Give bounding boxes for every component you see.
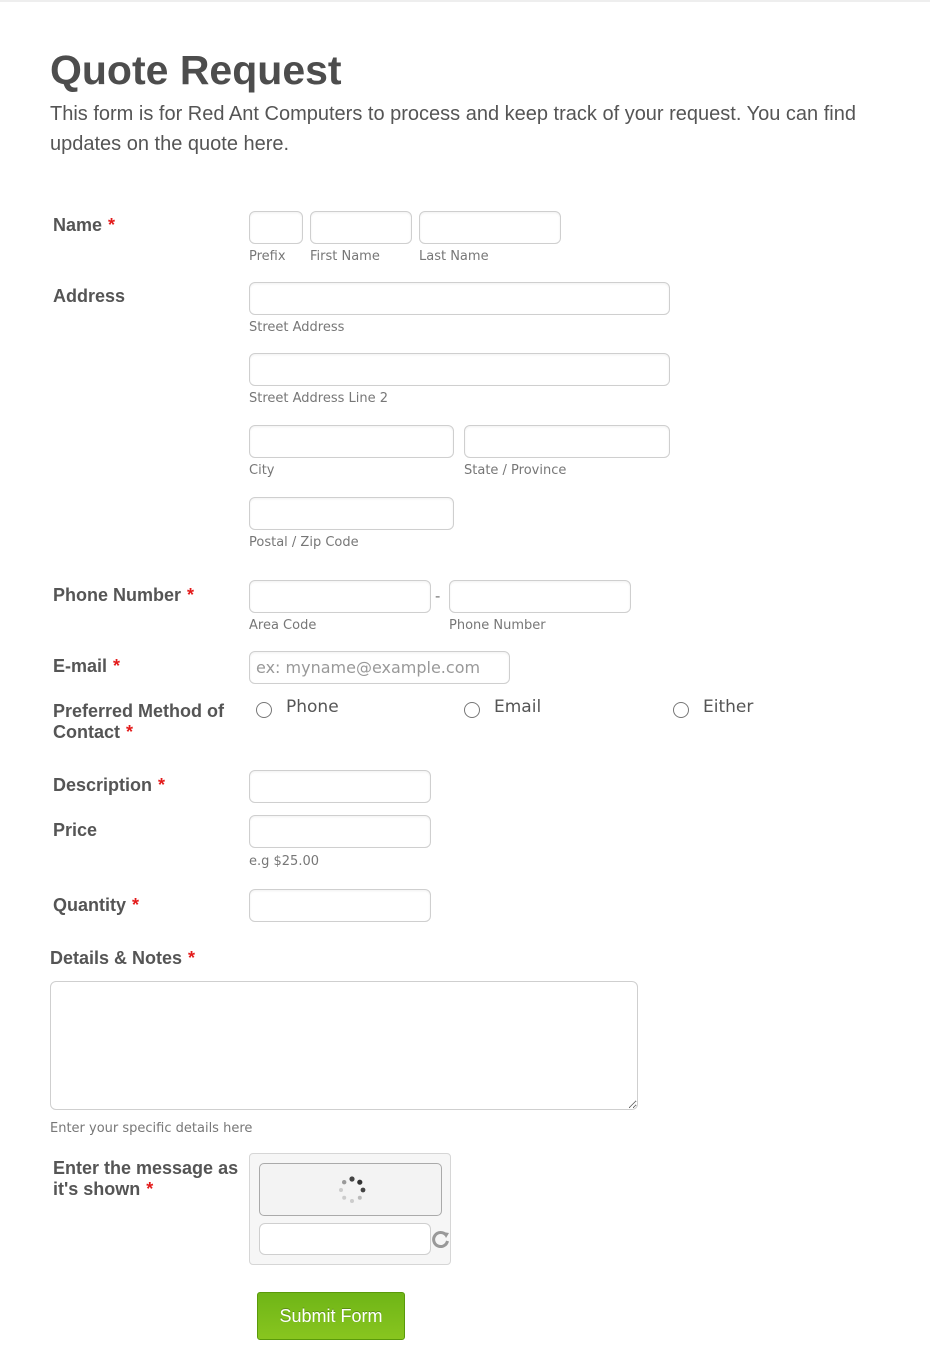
radio-either-label[interactable]: Either [703, 697, 754, 717]
required-marker: * [187, 585, 195, 605]
phone-number-sublabel: Phone Number [449, 618, 546, 633]
state-input[interactable] [464, 425, 670, 458]
radio-either[interactable] [673, 702, 689, 718]
radio-email[interactable] [464, 702, 480, 718]
last-name-sublabel: Last Name [419, 249, 489, 264]
description-label-text: Description [53, 775, 153, 795]
email-input[interactable] [249, 651, 510, 684]
captcha-label [53, 1158, 248, 1200]
city-input[interactable] [249, 425, 454, 458]
refresh-icon[interactable] [432, 1230, 450, 1248]
required-marker: * [126, 722, 134, 742]
phone-label-text: Phone Number [53, 585, 182, 605]
page-title: Quote Request [50, 47, 342, 93]
city-sublabel: City [249, 463, 275, 478]
quantity-input[interactable] [249, 889, 431, 922]
top-border [0, 0, 930, 2]
phone-number-input[interactable] [449, 580, 631, 613]
required-marker: * [132, 895, 140, 915]
loading-spinner-icon [337, 1175, 367, 1205]
required-marker: * [158, 775, 166, 795]
postal-code-sublabel: Postal / Zip Code [249, 535, 359, 550]
quantity-label-text: Quantity [53, 895, 127, 915]
last-name-input[interactable] [419, 211, 561, 244]
postal-code-input[interactable] [249, 497, 454, 530]
captcha-container [249, 1153, 451, 1265]
phone-separator: - [435, 588, 441, 605]
address-label: Address [53, 286, 126, 306]
name-prefix-input[interactable] [249, 211, 303, 244]
captcha-input[interactable] [259, 1223, 431, 1255]
details-label-text: Details & Notes [50, 948, 183, 968]
captcha-label-text: Enter the message as it's shown [53, 1158, 239, 1199]
first-name-sublabel: First Name [310, 249, 380, 264]
name-label [53, 215, 115, 236]
submit-button[interactable]: Submit Form [257, 1292, 405, 1340]
required-marker: * [188, 948, 196, 968]
description-label [53, 775, 165, 796]
price-input[interactable] [249, 815, 431, 848]
required-marker: * [146, 1179, 154, 1199]
price-sublabel: e.g $25.00 [249, 854, 320, 869]
phone-label [53, 585, 194, 606]
radio-phone-label[interactable]: Phone [286, 697, 339, 717]
street-address-line2-input[interactable] [249, 353, 670, 386]
details-textarea[interactable] [50, 981, 638, 1110]
area-code-sublabel: Area Code [249, 618, 317, 633]
email-label [53, 656, 120, 677]
street-address-sublabel: Street Address [249, 320, 345, 335]
name-label-text: Name [53, 215, 103, 235]
radio-email-label[interactable]: Email [494, 697, 542, 717]
email-placeholder: ex: myname@example.com [256, 658, 481, 677]
area-code-input[interactable] [249, 580, 431, 613]
prefix-sublabel: Prefix [249, 249, 286, 264]
state-sublabel: State / Province [464, 463, 567, 478]
quantity-label [53, 895, 139, 916]
description-input[interactable] [249, 770, 431, 803]
required-marker: * [108, 215, 116, 235]
first-name-input[interactable] [310, 211, 412, 244]
street-address-line2-sublabel: Street Address Line 2 [249, 391, 389, 406]
radio-phone[interactable] [256, 702, 272, 718]
email-label-text: E-mail [53, 656, 108, 676]
details-label [50, 948, 195, 969]
price-label: Price [53, 820, 98, 840]
form-description: This form is for Red Ant Computers to process and keep track of your request. You can find updates on the quote here. [50, 103, 856, 155]
contact-method-label [53, 701, 238, 743]
details-sublabel: Enter your specific details here [50, 1121, 253, 1136]
contact-method-label-text: Preferred Method of Contact [53, 701, 225, 742]
required-marker: * [113, 656, 121, 676]
street-address-input[interactable] [249, 282, 670, 315]
captcha-image [259, 1163, 442, 1216]
